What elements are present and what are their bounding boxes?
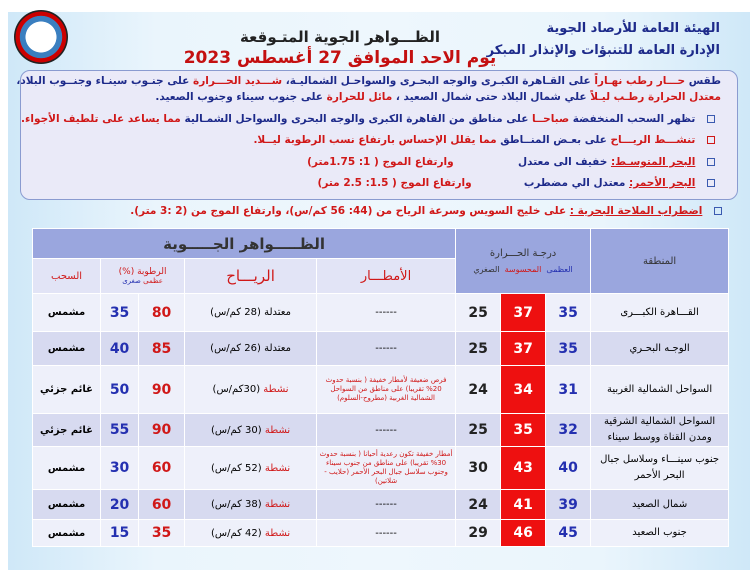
felt-temp-cell: 35	[501, 414, 546, 447]
max-temp-cell: 45	[546, 520, 591, 547]
clouds-cell: غائم جزئي	[33, 414, 101, 447]
text: مما يقلل الإحساس بارتفاع نسب الرطوبة ليــلا.	[253, 134, 497, 146]
rain-cell: أمطار خفيفة تكون رعدية أحيانا ( بنسبة حدوث 30% تقريبا) على مناطق من جنوب سيناء وجنوب سلاسل جبال البحر الأحمر (حلايب - شلاتين)	[317, 447, 456, 490]
text: على بعـض المنــاطق	[500, 134, 607, 146]
table-row	[33, 294, 729, 332]
wind-cell	[185, 414, 317, 447]
max-temp-cell: 40	[546, 447, 591, 490]
text: على خليج السويس وسرعة الرياح من (44: 56 كم/س)، وارتفاع الموج من (2 :3 متر).	[130, 205, 567, 217]
bullet-navigation	[130, 205, 722, 217]
wind-strength: معتدلة	[264, 307, 291, 318]
header-humidity	[101, 259, 185, 294]
rain-cell: ------	[317, 520, 456, 547]
text: وارتفاع الموج ( 1.5: 2.5 متر)	[317, 177, 472, 189]
humidity-min-cell: 40	[101, 332, 139, 366]
felt-label: المحسوسة	[504, 265, 542, 274]
text: على القـاهرة الكبـرى والوجه البحـرى والسواحـل الشماليـة،	[285, 75, 591, 87]
text: معتدل الحرارة رطـب ليـلاً	[590, 91, 721, 103]
humidity-min-cell: 55	[101, 414, 139, 447]
region-cell: الوجـه البحـري	[591, 332, 729, 366]
text: وارتفاع الموج ( 1: 1.75متر)	[307, 156, 454, 168]
text: اضطراب الملاحة البحرية :	[569, 205, 703, 217]
humidity-max-cell: 90	[139, 414, 185, 447]
hum-max-label: عظمى	[143, 277, 163, 285]
table-row	[33, 520, 729, 547]
header-temperature	[456, 229, 591, 294]
max-temp-cell: 31	[546, 366, 591, 414]
checkbox-icon	[707, 115, 715, 123]
min-temp-cell: 29	[456, 520, 501, 547]
rain-cell: ------	[317, 490, 456, 520]
felt-temp-cell: 43	[501, 447, 546, 490]
wind-speed: (30 كم/س)	[210, 424, 262, 436]
text: على مناطق من القاهرة الكبرى والوجه البحرى والسواحل الشمـالية	[184, 113, 529, 125]
humidity-min-cell: 50	[101, 366, 139, 414]
wind-speed: (52 كم/س)	[210, 462, 262, 474]
text: البحر الأحمر:	[629, 177, 696, 189]
header-phenomena: الظـــــواهر الجـــــوية	[33, 229, 456, 259]
bullet-clouds	[21, 113, 715, 125]
wind-cell	[185, 490, 317, 520]
summary-box	[16, 70, 738, 200]
rain-cell: ------	[317, 414, 456, 447]
wind-strength: معتدلة	[264, 343, 291, 354]
text: شـــديد الحـــرارة	[193, 75, 283, 87]
region-cell: جنوب الصعيد	[591, 520, 729, 547]
humidity-min-cell: 15	[101, 520, 139, 547]
clouds-cell: مشمس	[33, 447, 101, 490]
humidity-min-cell: 20	[101, 490, 139, 520]
header-wind: الريـــاح	[185, 259, 317, 294]
wind-speed: (28 كم/س)	[210, 307, 261, 318]
min-temp-cell: 25	[456, 332, 501, 366]
text: طقس	[688, 75, 721, 87]
min-label: الصغري	[473, 265, 500, 274]
table-row	[33, 447, 729, 490]
min-temp-cell: 24	[456, 366, 501, 414]
ema-logo	[14, 10, 68, 64]
org-name: الهيئة العامة للأرصاد الجوية	[546, 21, 720, 36]
table-row	[33, 414, 729, 447]
text: تظهر السحب المنخفضة	[572, 113, 696, 125]
table-row	[33, 332, 729, 366]
humidity-max-cell: 85	[139, 332, 185, 366]
clouds-cell: مشمس	[33, 294, 101, 332]
text: على جنـوب سينـاء وجنــوب البلاد،	[16, 75, 190, 87]
wind-strength: نشطة	[264, 462, 291, 474]
rain-cell: ------	[317, 294, 456, 332]
wind-cell	[185, 447, 317, 490]
humidity-max-cell: 60	[139, 447, 185, 490]
rain-cell: ------	[317, 332, 456, 366]
hum-min-label: صغرى	[122, 277, 141, 285]
wind-strength: نشطة	[264, 424, 291, 436]
max-temp-cell: 35	[546, 294, 591, 332]
max-temp-cell: 35	[546, 332, 591, 366]
bullet-red-sea	[318, 177, 715, 189]
region-cell: السواحل الشمالية الغربية	[591, 366, 729, 414]
checkbox-icon	[714, 207, 722, 215]
text: مما يساعد على تلطيف الأجواء.	[21, 113, 181, 125]
wind-strength: نشطة	[264, 527, 291, 539]
felt-temp-cell: 34	[501, 366, 546, 414]
table-row	[33, 490, 729, 520]
text: صباحــا	[532, 113, 570, 125]
humidity-label: الرطوبة (%)	[118, 267, 167, 277]
wind-cell	[185, 520, 317, 547]
checkbox-icon	[707, 136, 715, 144]
wind-strength: نشطة	[263, 384, 289, 395]
felt-temp-cell: 46	[501, 520, 546, 547]
text: معتدل الي مضطرب	[523, 177, 626, 189]
region-cell: القـــاهرة الكبـــرى	[591, 294, 729, 332]
bullet-winds	[253, 134, 715, 146]
bullet-med-sea	[307, 156, 715, 168]
max-label: العظمى	[546, 265, 573, 274]
summary-line-2	[155, 91, 721, 103]
summary-line-1	[16, 75, 721, 87]
forecast-table	[32, 228, 729, 547]
checkbox-icon	[707, 158, 715, 166]
region-cell: جنوب سينـــاء وسلاسل جبال البحر الأحمر	[591, 447, 729, 490]
humidity-max-cell: 35	[139, 520, 185, 547]
org-department: الإدارة العامة للتنبؤات والإنذار المبكر	[486, 43, 720, 58]
table-row	[33, 366, 729, 414]
rain-cell: فرص ضعيفة لأمطار خفيفة ( بنسبة حدوث 20% تقريبا) على مناطق من السواحل الشمالية الغربية (مطروح-السلوم)	[317, 366, 456, 414]
region-cell: السواحل الشمالية الشرقية ومدن القناة ووسط سيناء	[591, 414, 729, 447]
max-temp-cell: 39	[546, 490, 591, 520]
clouds-cell: مشمس	[33, 490, 101, 520]
text: علي شمال البلاد حتى شمال الصعيد ،	[395, 91, 587, 103]
header-rain: الأمطـــار	[317, 259, 456, 294]
min-temp-cell: 30	[456, 447, 501, 490]
header-region: المنطقة	[591, 229, 729, 294]
felt-temp-cell: 37	[501, 294, 546, 332]
text: حـــار رطب نهـاراً	[594, 75, 686, 87]
clouds-cell: مشمس	[33, 332, 101, 366]
felt-temp-cell: 41	[501, 490, 546, 520]
humidity-max-cell: 60	[139, 490, 185, 520]
page-title: الظـــواهر الجوية المتـوقعة	[239, 28, 441, 46]
region-cell: شمال الصعيد	[591, 490, 729, 520]
header-clouds: السحب	[33, 259, 101, 294]
organization	[487, 18, 720, 62]
max-temp-cell: 32	[546, 414, 591, 447]
text: البحر المتوسـط:	[610, 156, 696, 168]
wind-speed: (30كم/س)	[212, 384, 261, 395]
min-temp-cell: 25	[456, 414, 501, 447]
text: مائل للحرارة	[326, 91, 393, 103]
checkbox-icon	[707, 179, 715, 187]
min-temp-cell: 25	[456, 294, 501, 332]
wind-cell	[185, 366, 317, 414]
text: خفيف الى معتدل	[518, 156, 608, 168]
humidity-max-cell: 90	[139, 366, 185, 414]
temp-label: درجـة الحـــرارة	[489, 248, 557, 259]
wind-strength: نشطة	[264, 499, 291, 510]
humidity-min-cell: 30	[101, 447, 139, 490]
clouds-cell: مشمس	[33, 520, 101, 547]
text: تنشـــط الريـــاح	[610, 134, 696, 146]
humidity-max-cell: 80	[139, 294, 185, 332]
min-temp-cell: 24	[456, 490, 501, 520]
felt-temp-cell: 37	[501, 332, 546, 366]
wind-speed: (38 كم/س)	[210, 499, 262, 510]
forecast-date: يوم الاحد الموافق 27 أغسطس 2023	[183, 48, 497, 68]
text: على جنوب سيناء وجنوب الصعيد.	[155, 91, 323, 103]
humidity-min-cell: 35	[101, 294, 139, 332]
wind-speed: (42 كم/س)	[210, 527, 262, 539]
wind-cell	[185, 294, 317, 332]
wind-speed: (26 كم/س)	[210, 343, 261, 354]
wind-cell	[185, 332, 317, 366]
clouds-cell: غائم جزئي	[33, 366, 101, 414]
